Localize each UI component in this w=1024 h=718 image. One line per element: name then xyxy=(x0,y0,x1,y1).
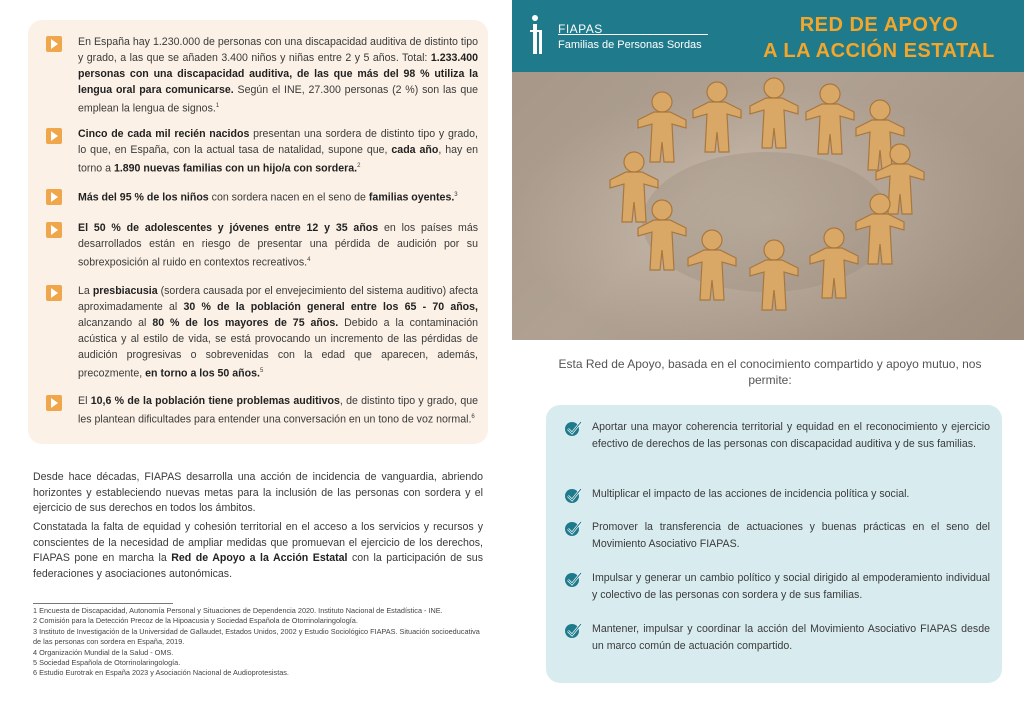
check-circle-icon xyxy=(564,570,582,588)
play-arrow-icon xyxy=(46,128,62,144)
fact-text: El 10,6 % de la población tiene problemas auditivos, de distinto tipo y grado, que les plantean dificultades para entender una conversación en un tono de voz normal.$^6$ xyxy=(78,395,478,426)
footnotes xyxy=(33,606,483,679)
footnote: 3 Instituto de Investigación de la Universidad de Gallaudet, Estados Unidos, 2002 y Estudio Sociológico FIAPAS. Situación socioeducativa de las personas con sordera en España, 2019. xyxy=(33,626,480,647)
footnote: 5 Sociedad Española de Otorrinolaringología. xyxy=(33,658,181,668)
check-circle-icon xyxy=(564,419,582,437)
page-title xyxy=(734,12,1024,68)
wooden-figures-illustration xyxy=(512,72,1024,340)
header-bar xyxy=(512,0,1024,72)
fact-text: Cinco de cada mil recién nacidos presentan una sordera de distinto tipo y grado, lo que, en España, con la actual tasa de natalidad, supone que, cada año, hay en torno a 1.890 nuevas familias con un hijo/a con sordera.$^2$ xyxy=(78,128,478,175)
play-arrow-icon xyxy=(46,395,62,411)
footnote: 2 Comisión para la Detección Precoz de la Hipoacusia y Sociedad Española de Otorrinolaringología. xyxy=(33,616,358,626)
right-page xyxy=(512,0,1024,718)
title-line-1: RED DE APOYO xyxy=(799,14,959,36)
check-circle-icon xyxy=(564,486,582,504)
benefits-panel xyxy=(546,405,1002,683)
play-arrow-icon xyxy=(46,189,62,205)
play-arrow-icon xyxy=(46,222,62,238)
wooden-figures-circle-photo xyxy=(512,72,1024,340)
benefit-text: Multiplicar el impacto de las acciones de incidencia política y social. xyxy=(592,488,910,500)
footnote: 6 Estudio Eurotrak en España 2023 y Asociación Nacional de Audioprotesistas. xyxy=(33,668,289,678)
logo-name: FIAPAS xyxy=(558,22,603,36)
benefit-text: Impulsar y generar un cambio político y social dirigido al empoderamiento individual y colectivo de las personas con sordera y de sus familias. xyxy=(592,572,990,601)
play-arrow-icon xyxy=(46,285,62,301)
benefit-text: Aportar una mayor coherencia territorial y equidad en el reconocimiento y ejercicio efectivo de derechos de las personas con discapacidad auditiva y de sus familias. xyxy=(592,421,990,450)
footnote-divider xyxy=(33,603,173,604)
intro-paragraph-2: Constatada la falta de equidad y cohesión territorial en el acceso a los servicios y recursos y conscientes de la necesidad de ampliar medidas que promuevan el ejercicio de los derechos, FIAPAS pone en marcha la Red de Apoyo a la Acción Estatal con la participación de sus federaciones y asociaciones autonómicas. xyxy=(33,521,483,580)
benefit-text: Mantener, impulsar y coordinar la acción del Movimiento Asociativo FIAPAS desde un marco común de actuación compartido. xyxy=(592,623,990,652)
fiapas-logo-icon xyxy=(530,14,546,56)
fact-text: La presbiacusia (sordera causada por el envejecimiento del sistema auditivo) afecta aproximadamente al 30 % de la población general entre los 65 - 70 años, alcanzando al 80 % de los mayores de 75 años. Debido a la contaminación acústica y al estilo de vida, se está provocando un incremento de las pérdidas de audición progresivas o sobrevenidas con la edad que aparecen, además, precozmente, en torno a los 50 años.$^5$ xyxy=(78,285,479,380)
footnote: 1 Encuesta de Discapacidad, Autonomía Personal y Situaciones de Dependencia 2020. Instituto Nacional de Estadística - INE. xyxy=(33,606,443,615)
benefit-text: Promover la transferencia de actuaciones y buenas prácticas en el seno del Movimiento Asociativo FIAPAS. xyxy=(592,521,990,550)
title-line-2: A LA ACCIÓN ESTATAL xyxy=(763,40,995,62)
footnote: 4 Organización Mundial de la Salud - OMS. xyxy=(33,647,174,657)
logo-rule xyxy=(558,34,708,35)
lead-text: Esta Red de Apoyo, basada en el conocimiento compartido y apoyo mutuo, nos permite: xyxy=(558,357,982,387)
check-circle-icon xyxy=(564,519,582,537)
fiapas-logo xyxy=(528,12,708,60)
logo-tagline: Familias de Personas Sordas xyxy=(558,39,702,51)
check-circle-icon xyxy=(564,621,582,639)
fact-text: En España hay 1.230.000 de personas con una discapacidad auditiva de distinto tipo y grado, a las que se añaden 3.400 niños y niñas entre 2 y 5 años. Total: 1.233.400 personas con una discapacidad auditiva, de las que más del 98 % utiliza la lengua oral para comunicarse. Según el INE, 27.300 personas (2 %) son las que emplean la lengua de signos.$^1$ xyxy=(78,36,479,115)
play-arrow-icon xyxy=(46,36,62,52)
fact-text: El 50 % de adolescentes y jóvenes entre 12 y 35 años en los países más desarrollados están en riesgo de presentar una pérdida de audición por su sobrexposición al ruido en contextos recreativos.$^4$ xyxy=(78,222,479,269)
intro-paragraph-1: Desde hace décadas, FIAPAS desarrolla una acción de incidencia de vanguardia, abriendo horizontes y estableciendo nuevas metas para la inclusión de las personas con sordera y el ejercicio de sus derechos en todos los ámbitos. xyxy=(33,471,483,514)
fact-text: Más del 95 % de los niños con sordera nacen en el seno de familias oyentes.$^3$ xyxy=(78,191,458,204)
facts-panel xyxy=(28,20,488,444)
